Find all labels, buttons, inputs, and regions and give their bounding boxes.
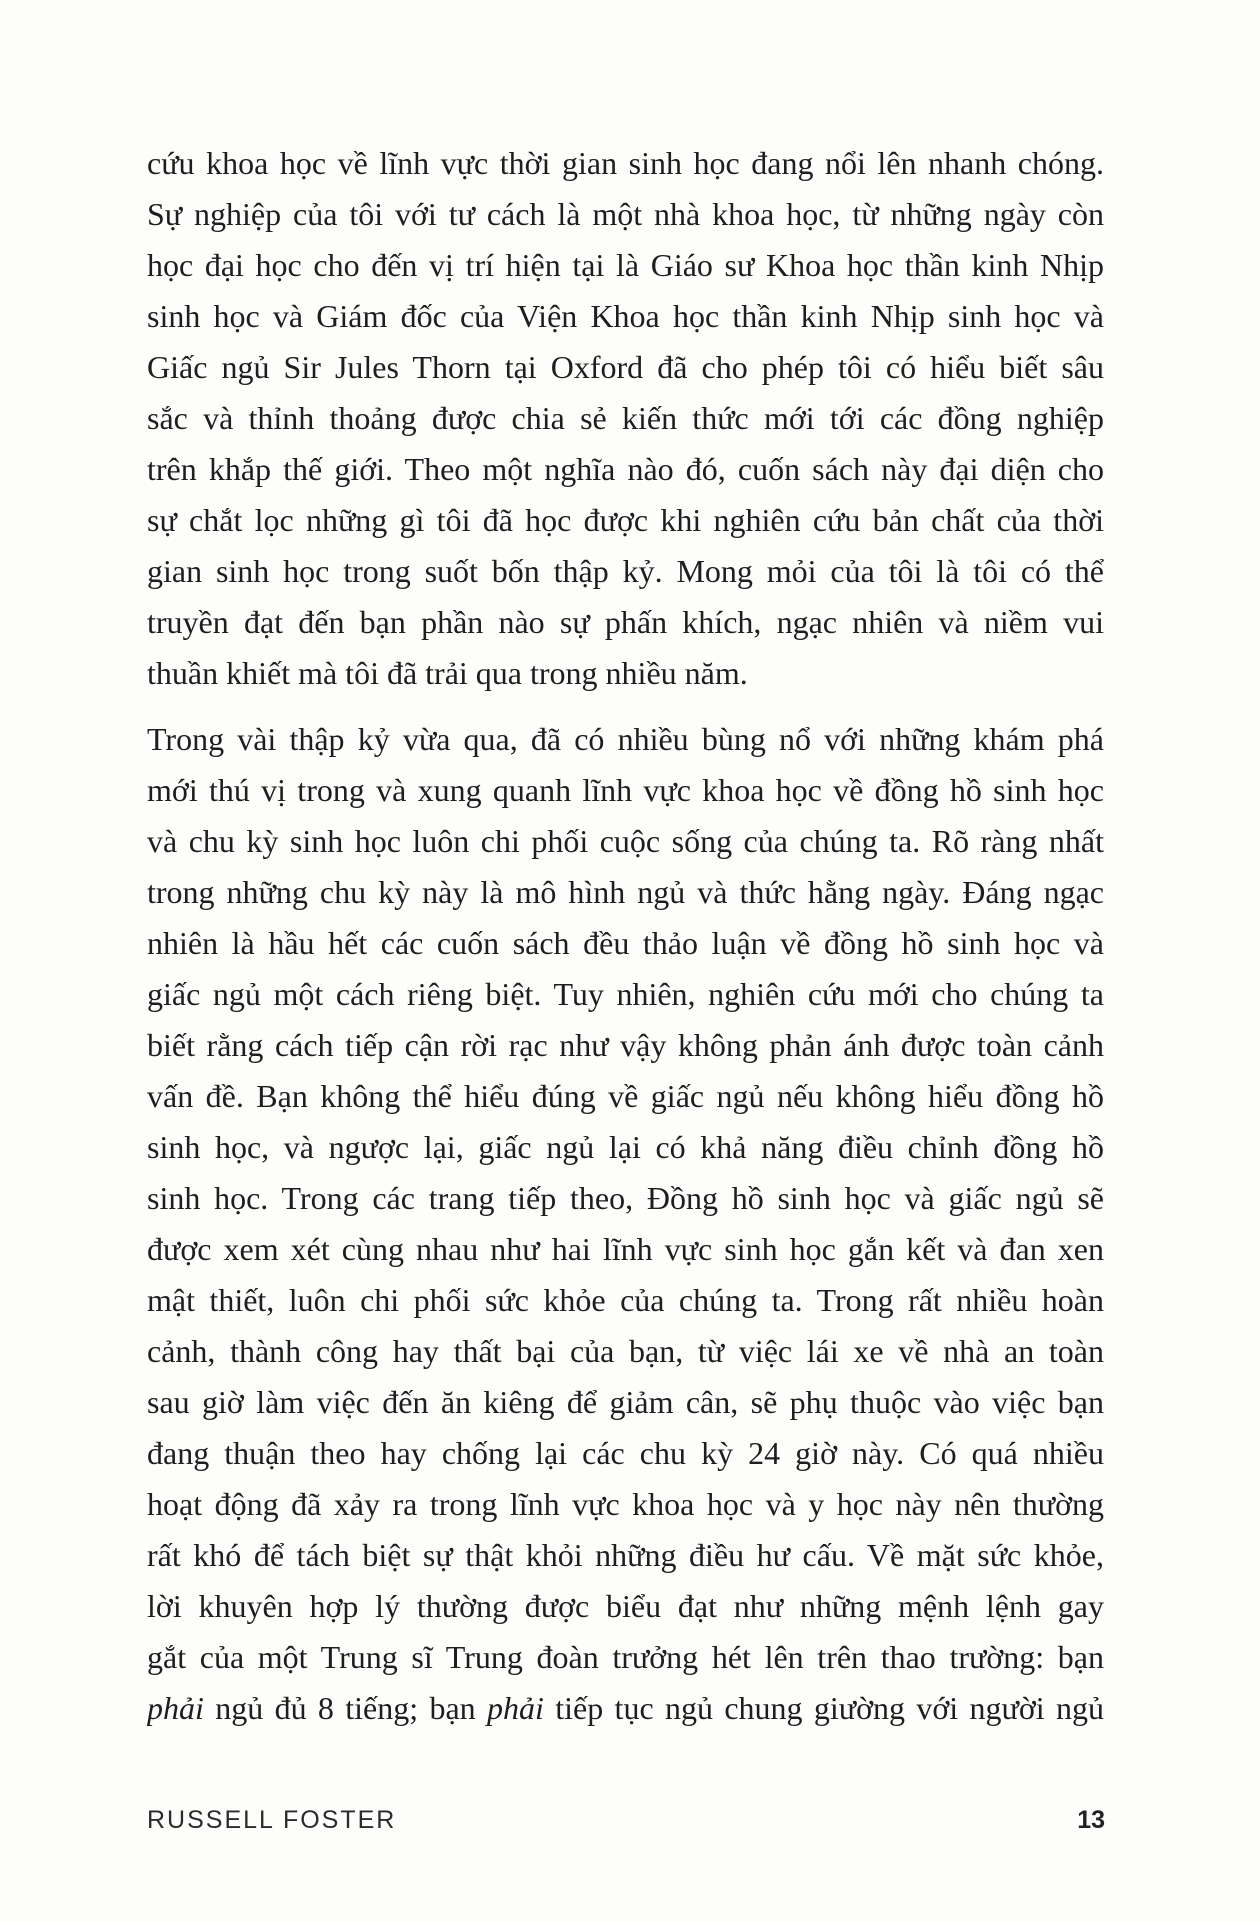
text-run: tiếp tục ngủ chung giường với người ngủ — [543, 1690, 1104, 1726]
text-line: biết rằng cách tiếp cận rời rạc như vậy không phản ánh được toàn cảnh — [147, 1027, 1104, 1063]
italic-text-run: phải — [487, 1690, 544, 1726]
text-line: sinh học. Trong các trang tiếp theo, Đồng hồ sinh học và giấc ngủ sẽ — [147, 1180, 1104, 1216]
text-line: thuần khiết mà tôi đã trải qua trong nhiều năm. — [147, 655, 748, 691]
italic-text-run: phải — [147, 1690, 204, 1726]
text-line: trong những chu kỳ này là mô hình ngủ và thức hằng ngày. Đáng ngạc — [147, 874, 1104, 910]
text-line: hoạt động đã xảy ra trong lĩnh vực khoa học và y học này nên thường — [147, 1486, 1104, 1522]
text-line: vấn đề. Bạn không thể hiểu đúng về giấc ngủ nếu không hiểu đồng hồ — [147, 1078, 1104, 1114]
text-line: Sự nghiệp của tôi với tư cách là một nhà khoa học, từ những ngày còn — [147, 196, 1104, 232]
paragraph — [147, 714, 1104, 1734]
text-run: ngủ đủ 8 tiếng; bạn — [203, 1690, 487, 1726]
text-line: Giấc ngủ Sir Jules Thorn tại Oxford đã cho phép tôi có hiểu biết sâu — [147, 349, 1104, 385]
text-line: truyền đạt đến bạn phần nào sự phấn khích, ngạc nhiên và niềm vui — [147, 604, 1104, 640]
text-line: giấc ngủ một cách riêng biệt. Tuy nhiên, nghiên cứu mới cho chúng ta — [147, 976, 1104, 1012]
text-line: học đại học cho đến vị trí hiện tại là Giáo sư Khoa học thần kinh Nhịp — [147, 247, 1104, 283]
text-line: trên khắp thế giới. Theo một nghĩa nào đó, cuốn sách này đại diện cho — [147, 451, 1104, 487]
footer-author: RUSSELL FOSTER — [147, 1805, 397, 1834]
text-line — [147, 1683, 1104, 1734]
text-line: mới thú vị trong và xung quanh lĩnh vực khoa học về đồng hồ sinh học — [147, 772, 1104, 808]
body-text — [147, 138, 1104, 1734]
text-line: Trong vài thập kỷ vừa qua, đã có nhiều bùng nổ với những khám phá — [147, 721, 1104, 757]
page-footer — [147, 1802, 1105, 1838]
text-line: lời khuyên hợp lý thường được biểu đạt như những mệnh lệnh gay — [147, 1588, 1104, 1624]
text-line: đang thuận theo hay chống lại các chu kỳ 24 giờ này. Có quá nhiều — [147, 1435, 1104, 1471]
text-line: cứu khoa học về lĩnh vực thời gian sinh học đang nổi lên nhanh chóng. — [147, 145, 1104, 181]
text-line: nhiên là hầu hết các cuốn sách đều thảo luận về đồng hồ sinh học và — [147, 925, 1104, 961]
text-line: gian sinh học trong suốt bốn thập kỷ. Mong mỏi của tôi là tôi có thể — [147, 553, 1104, 589]
text-line: mật thiết, luôn chi phối sức khỏe của chúng ta. Trong rất nhiều hoàn — [147, 1282, 1104, 1318]
text-line: sinh học, và ngược lại, giấc ngủ lại có khả năng điều chỉnh đồng hồ — [147, 1129, 1104, 1165]
text-line: được xem xét cùng nhau như hai lĩnh vực sinh học gắn kết và đan xen — [147, 1231, 1104, 1267]
footer-page-number: 13 — [1077, 1805, 1105, 1834]
text-line: rất khó để tách biệt sự thật khỏi những điều hư cấu. Về mặt sức khỏe, — [147, 1537, 1104, 1573]
text-line: gắt của một Trung sĩ Trung đoàn trưởng hét lên trên thao trường: bạn — [147, 1639, 1104, 1675]
text-line: sau giờ làm việc đến ăn kiêng để giảm cân, sẽ phụ thuộc vào việc bạn — [147, 1384, 1104, 1420]
text-line: và chu kỳ sinh học luôn chi phối cuộc sống của chúng ta. Rõ ràng nhất — [147, 823, 1104, 859]
text-line: sự chắt lọc những gì tôi đã học được khi nghiên cứu bản chất của thời — [147, 502, 1104, 538]
text-line: sinh học và Giám đốc của Viện Khoa học thần kinh Nhịp sinh học và — [147, 298, 1104, 334]
paragraph — [147, 138, 1104, 699]
text-line: cảnh, thành công hay thất bại của bạn, từ việc lái xe về nhà an toàn — [147, 1333, 1104, 1369]
text-line: sắc và thỉnh thoảng được chia sẻ kiến thức mới tới các đồng nghiệp — [147, 400, 1104, 436]
